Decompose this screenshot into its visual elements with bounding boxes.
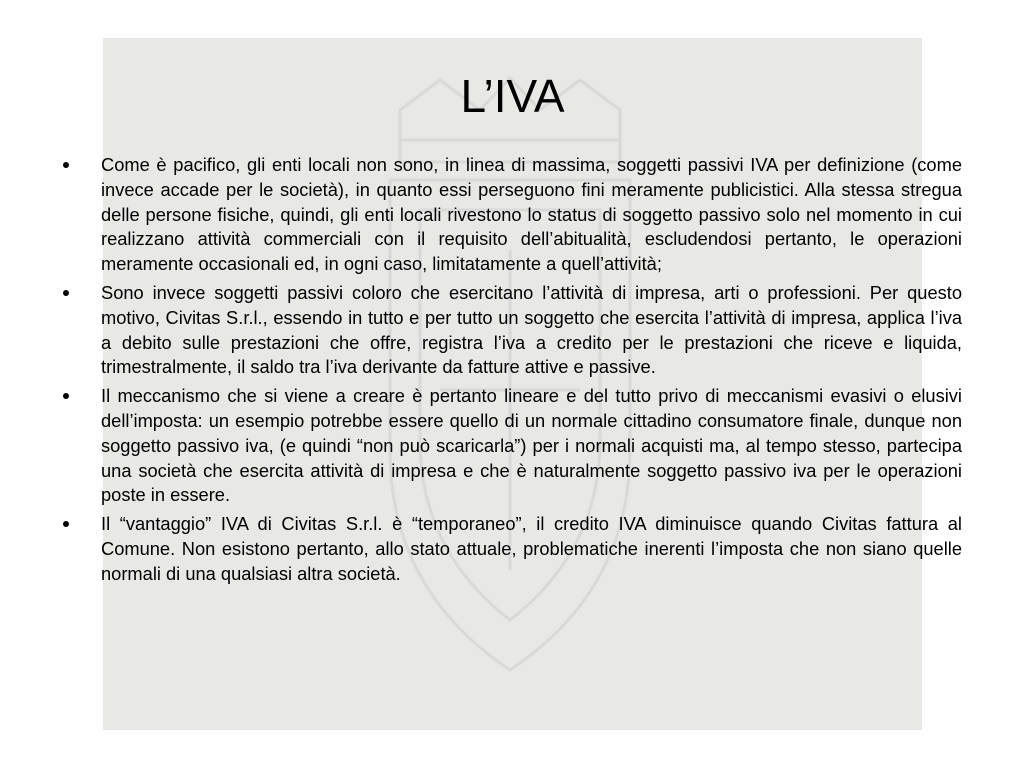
- bullet-dot-icon: [61, 281, 73, 306]
- bullet-item: [101, 512, 962, 586]
- bullet-dot-icon: [61, 512, 73, 537]
- bullet-list: [101, 153, 962, 591]
- bullet-dot-icon: [61, 153, 73, 178]
- bullet-item: [101, 281, 962, 380]
- bullet-text: Il meccanismo che si viene a creare è pertanto lineare e del tutto privo di meccanismi evasivi o elusivi dell’imposta: un esempio potrebbe essere quello di un normale cittadino consumatore finale, dunque non soggetto passivo iva, (e quindi “non può scaricarla”) per i normali acquisti ma, al tempo stesso, partecipa una società che esercita attività di impresa e che è naturalmente soggetto passivo iva per le operazioni poste in essere.: [101, 385, 962, 506]
- bullet-text: Sono invece soggetti passivi coloro che esercitano l’attività di impresa, arti o professioni. Per questo motivo, Civitas S.r.l., essendo in tutto e per tutto un soggetto che esercita l’attività di impresa, applica l’iva a debito sulle prestazioni che offre, registra l’iva a credito per le prestazioni che riceve e liquida, trimestralmente, il saldo tra l’iva derivante da fatture attive e passive.: [101, 281, 962, 378]
- bullet-item: [101, 384, 962, 508]
- bullet-dot-icon: [61, 384, 73, 409]
- bullet-item: [101, 153, 962, 277]
- bullet-text: Come è pacifico, gli enti locali non sono, in linea di massima, soggetti passivi IVA per definizione (come invece accade per le società), in quanto essi perseguono fini meramente publicistici. Alla stessa stregua delle persone fisiche, quindi, gli enti locali rivestono lo status di soggetto passivo solo nel momento in cui realizzano attività commerciali con il requisito dell’abitualità, escludendosi pertanto, le operazioni meramente occasionali ed, in ogni caso, limitatamente a quell’attività;: [101, 154, 962, 275]
- bullet-text: Il “vantaggio” IVA di Civitas S.r.l. è “temporaneo”, il credito IVA diminuisce quando Civitas fattura al Comune. Non esistono pertanto, allo stato attuale, problematiche inerenti l’imposta che non siano quelle normali di una qualsiasi altra società.: [101, 513, 962, 584]
- slide-title: L’IVA: [460, 70, 565, 122]
